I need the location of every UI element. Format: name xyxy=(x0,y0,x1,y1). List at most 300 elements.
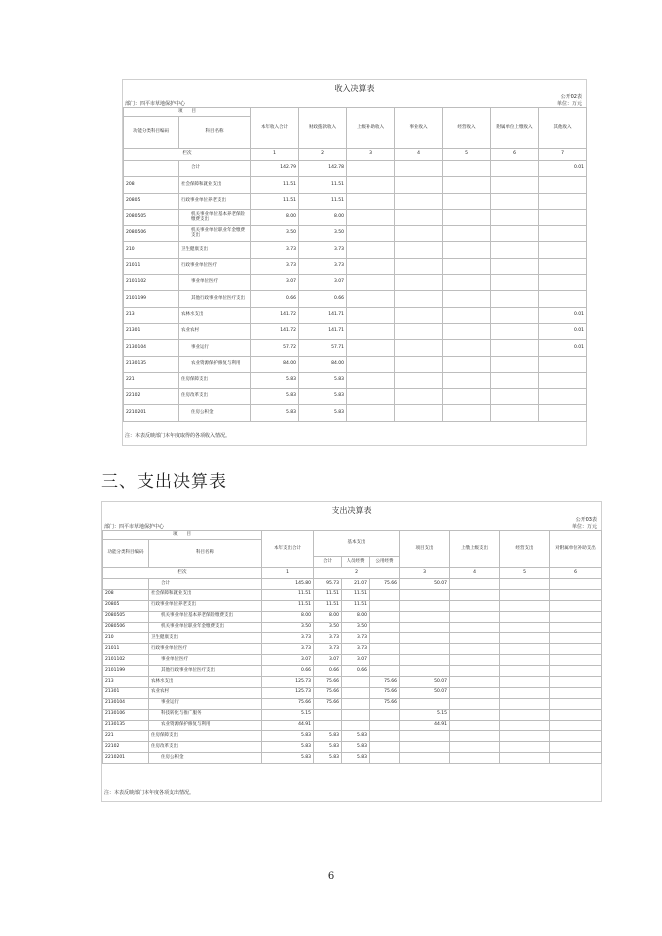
income-row-value xyxy=(395,340,443,356)
income-row-value xyxy=(491,405,539,421)
expense-row-value xyxy=(450,611,500,622)
expense-row-value: 145.80 xyxy=(262,579,314,590)
expense-table-row xyxy=(103,589,602,600)
expense-row-value: 75.66 xyxy=(314,687,342,698)
income-col-no: 2 xyxy=(299,149,347,161)
income-row-value: 142.79 xyxy=(251,161,299,177)
income-row-value: 84.00 xyxy=(299,356,347,372)
expense-row-value: 0.66 xyxy=(262,666,314,677)
expense-row-value: 11.51 xyxy=(314,600,342,611)
income-row-value: 141.72 xyxy=(251,323,299,339)
income-row-value xyxy=(395,405,443,421)
expense-row-code: 2130135 xyxy=(103,720,149,731)
income-table-row xyxy=(124,340,587,356)
income-row-value xyxy=(395,161,443,177)
expense-row-value xyxy=(400,753,450,764)
income-row-value xyxy=(443,161,491,177)
income-header-col-6: 附属单位上缴收入 xyxy=(491,108,539,149)
expense-header-basic-total: 合计 xyxy=(314,557,342,568)
expense-row-value: 8.00 xyxy=(342,611,370,622)
expense-row-value: 5.83 xyxy=(342,742,370,753)
income-table-row xyxy=(124,209,587,225)
expense-row-value: 3.50 xyxy=(342,622,370,633)
income-header-name: 科目名称 xyxy=(179,117,251,149)
income-row-value xyxy=(347,307,395,323)
expense-row-value xyxy=(550,666,602,677)
expense-row-value: 3.07 xyxy=(342,655,370,666)
income-row-name: 机关事业单位基本养老保险缴费支出 xyxy=(179,209,251,225)
expense-row-value: 3.73 xyxy=(314,633,342,644)
income-row-value: 141.71 xyxy=(299,323,347,339)
expense-row-value xyxy=(450,622,500,633)
income-row-value: 11.51 xyxy=(299,193,347,209)
expense-row-value xyxy=(550,753,602,764)
expense-row-value xyxy=(400,633,450,644)
expense-row-value xyxy=(450,698,500,709)
expense-row-value xyxy=(400,742,450,753)
income-row-value: 57.71 xyxy=(299,340,347,356)
income-row-value xyxy=(443,307,491,323)
expense-col-no: 5 xyxy=(500,568,550,579)
expense-row-code: 2080505 xyxy=(103,611,149,622)
income-row-value xyxy=(491,258,539,274)
page-number: 6 xyxy=(327,871,335,882)
expense-row-value xyxy=(370,666,400,677)
expense-row-value xyxy=(450,731,500,742)
expense-row-value xyxy=(450,709,500,720)
income-col-no: 5 xyxy=(443,149,491,161)
expense-table-row xyxy=(103,600,602,611)
income-row-value xyxy=(347,226,395,242)
expense-row-value: 3.73 xyxy=(262,644,314,655)
expense-row-value xyxy=(400,644,450,655)
income-row-name: 其他行政事业单位医疗支出 xyxy=(179,291,251,307)
income-row-value xyxy=(395,242,443,258)
income-row-value xyxy=(347,405,395,421)
expense-row-name: 事业单位医疗 xyxy=(149,655,262,666)
expense-row-value: 3.07 xyxy=(262,655,314,666)
income-row-value: 0.01 xyxy=(539,161,587,177)
income-row-code: 21011 xyxy=(124,258,179,274)
income-row-name: 合计 xyxy=(179,161,251,177)
expense-row-value: 5.83 xyxy=(314,753,342,764)
income-row-value: 0.01 xyxy=(539,307,587,323)
income-row-value xyxy=(539,242,587,258)
income-row-code: 2130135 xyxy=(124,356,179,372)
income-row-value: 0.01 xyxy=(539,340,587,356)
expense-row-value xyxy=(550,633,602,644)
expense-row-name: 住房保障支出 xyxy=(149,731,262,742)
income-row-value xyxy=(539,356,587,372)
expense-row-value xyxy=(500,709,550,720)
income-col-no: 6 xyxy=(491,149,539,161)
expense-header-upper: 上缴上级支出 xyxy=(450,531,500,568)
income-row-value xyxy=(539,372,587,388)
expense-row-value: 11.51 xyxy=(342,600,370,611)
income-row-value xyxy=(347,291,395,307)
expense-row-value xyxy=(370,600,400,611)
income-row-value: 141.71 xyxy=(299,307,347,323)
expense-row-value xyxy=(550,644,602,655)
income-row-value xyxy=(539,193,587,209)
income-row-value: 84.00 xyxy=(251,356,299,372)
income-row-value xyxy=(443,405,491,421)
income-row-value xyxy=(347,372,395,388)
expense-row-value xyxy=(450,687,500,698)
expense-row-name: 合计 xyxy=(149,579,262,590)
expense-row-value: 0.66 xyxy=(314,666,342,677)
expense-row-value xyxy=(400,600,450,611)
expense-title: 支出决算表 xyxy=(331,506,372,515)
income-row-value xyxy=(491,242,539,258)
income-col-no: 4 xyxy=(395,149,443,161)
expense-row-code: 21301 xyxy=(103,687,149,698)
expense-row-value: 125.73 xyxy=(262,687,314,698)
income-table-row xyxy=(124,177,587,193)
expense-row-value xyxy=(370,720,400,731)
income-row-value xyxy=(395,307,443,323)
expense-row-value xyxy=(450,579,500,590)
expense-col-no: 2 xyxy=(314,568,400,579)
income-row-value xyxy=(395,177,443,193)
income-row-value xyxy=(395,323,443,339)
expense-row-value: 44.91 xyxy=(400,720,450,731)
expense-row-code: 2101102 xyxy=(103,655,149,666)
income-row-value xyxy=(539,209,587,225)
income-row-name: 住房公积金 xyxy=(179,405,251,421)
expense-row-value xyxy=(550,655,602,666)
income-header-col-3: 上级补助收入 xyxy=(347,108,395,149)
expense-row-value xyxy=(500,742,550,753)
income-header-col-5: 经营收入 xyxy=(443,108,491,149)
expense-table-row xyxy=(103,644,602,655)
expense-row-value xyxy=(400,655,450,666)
expense-row-value: 5.83 xyxy=(342,731,370,742)
income-row-value xyxy=(347,242,395,258)
income-row-value xyxy=(539,405,587,421)
income-row-value: 5.83 xyxy=(251,372,299,388)
income-row-value xyxy=(443,275,491,291)
income-row-name: 社会保障和就业支出 xyxy=(179,177,251,193)
expense-row-code: 210 xyxy=(103,633,149,644)
expense-row-value: 44.91 xyxy=(262,720,314,731)
income-row-value xyxy=(491,323,539,339)
income-form-no: 公开02表 xyxy=(560,94,582,100)
income-row-name: 事业运行 xyxy=(179,340,251,356)
income-col-no: 3 xyxy=(347,149,395,161)
income-header-col-2: 财政拨款收入 xyxy=(299,108,347,149)
income-row-value: 11.51 xyxy=(251,193,299,209)
expense-header-public: 公用经费 xyxy=(370,557,400,568)
income-row-value xyxy=(443,356,491,372)
expense-row-name: 机关事业单位基本养老保险缴费支出 xyxy=(149,611,262,622)
income-row-value xyxy=(347,209,395,225)
expense-table-row xyxy=(103,753,602,764)
expense-table-row xyxy=(103,742,602,753)
expense-row-value xyxy=(500,579,550,590)
expense-row-value: 50.07 xyxy=(400,579,450,590)
expense-header-project-exp: 项目支出 xyxy=(400,531,450,568)
expense-col-no: 6 xyxy=(550,568,602,579)
income-row-value xyxy=(395,209,443,225)
income-row-value xyxy=(395,372,443,388)
expense-table-row xyxy=(103,611,602,622)
income-table-container xyxy=(122,79,587,446)
expense-row-code: 208 xyxy=(103,589,149,600)
income-row-value: 57.72 xyxy=(251,340,299,356)
income-row-value xyxy=(395,275,443,291)
income-row-value xyxy=(443,177,491,193)
income-row-value xyxy=(347,323,395,339)
income-row-name: 卫生健康支出 xyxy=(179,242,251,258)
income-row-name: 机关事业单位职业年金缴费支出 xyxy=(179,226,251,242)
income-row-value xyxy=(491,177,539,193)
expense-row-name: 行政事业单位医疗 xyxy=(149,644,262,655)
expense-row-value: 75.66 xyxy=(262,698,314,709)
expense-table-row xyxy=(103,677,602,688)
income-row-code: 2130104 xyxy=(124,340,179,356)
income-table xyxy=(123,107,587,422)
expense-row-value: 75.66 xyxy=(370,579,400,590)
expense-row-value xyxy=(400,731,450,742)
income-row-value xyxy=(347,193,395,209)
expense-row-value: 125.73 xyxy=(262,677,314,688)
expense-note: 注：本表反映部门本年度各项支出情况。 xyxy=(104,790,195,796)
expense-table-container xyxy=(101,501,602,802)
expense-row-value xyxy=(370,742,400,753)
income-header-project: 项 目 xyxy=(124,108,251,117)
expense-row-value xyxy=(450,666,500,677)
expense-dept: 部门：四平市草地保护中心 xyxy=(104,524,165,530)
expense-row-code: 20805 xyxy=(103,600,149,611)
expense-row-value xyxy=(370,622,400,633)
income-header-col-1: 本年收入合计 xyxy=(251,108,299,149)
income-row-value xyxy=(539,226,587,242)
income-table-row xyxy=(124,323,587,339)
expense-row-value: 75.66 xyxy=(370,687,400,698)
income-row-code: 2101199 xyxy=(124,291,179,307)
expense-row-value xyxy=(342,720,370,731)
expense-row-value: 75.66 xyxy=(370,677,400,688)
expense-row-value xyxy=(500,589,550,600)
expense-row-value xyxy=(500,611,550,622)
expense-row-value xyxy=(450,720,500,731)
income-row-value xyxy=(491,389,539,405)
expense-row-value: 21.07 xyxy=(342,579,370,590)
income-row-code: 2080506 xyxy=(124,226,179,242)
income-row-name: 农业资源保护修复与利用 xyxy=(179,356,251,372)
income-table-row xyxy=(124,193,587,209)
expense-col-no: 1 xyxy=(262,568,314,579)
expense-row-value: 75.66 xyxy=(314,677,342,688)
income-row-value xyxy=(347,161,395,177)
expense-row-code: 22102 xyxy=(103,742,149,753)
expense-row-value xyxy=(400,698,450,709)
income-col-no-label: 栏次 xyxy=(124,149,251,161)
income-row-value: 3.73 xyxy=(251,242,299,258)
expense-row-value: 50.07 xyxy=(400,687,450,698)
expense-row-value xyxy=(550,698,602,709)
income-row-code: 22102 xyxy=(124,389,179,405)
expense-header-business: 经营支出 xyxy=(500,531,550,568)
expense-row-value: 75.66 xyxy=(370,698,400,709)
expense-row-value: 8.00 xyxy=(262,611,314,622)
income-row-value xyxy=(539,177,587,193)
income-row-name: 行政事业单位养老支出 xyxy=(179,193,251,209)
income-row-value xyxy=(443,226,491,242)
income-row-value xyxy=(491,307,539,323)
expense-row-code: 2130104 xyxy=(103,698,149,709)
expense-row-name: 住房改革支出 xyxy=(149,742,262,753)
income-table-row xyxy=(124,242,587,258)
income-row-value xyxy=(443,323,491,339)
income-row-value xyxy=(491,226,539,242)
expense-row-name: 住房公积金 xyxy=(149,753,262,764)
expense-row-value xyxy=(370,655,400,666)
income-row-value xyxy=(443,340,491,356)
income-row-value xyxy=(395,291,443,307)
expense-row-value: 5.83 xyxy=(314,742,342,753)
expense-row-value: 3.50 xyxy=(262,622,314,633)
expense-row-value: 3.73 xyxy=(314,644,342,655)
expense-col-no: 3 xyxy=(400,568,450,579)
expense-row-value xyxy=(500,622,550,633)
expense-row-value: 3.73 xyxy=(342,633,370,644)
expense-row-value xyxy=(550,579,602,590)
income-row-code: 221 xyxy=(124,372,179,388)
income-header-col-4: 事业收入 xyxy=(395,108,443,149)
expense-row-value xyxy=(314,720,342,731)
income-row-value xyxy=(491,193,539,209)
income-row-value xyxy=(491,161,539,177)
income-row-value xyxy=(491,356,539,372)
expense-row-name: 农林水支出 xyxy=(149,677,262,688)
section-heading: 三、支出决算表 xyxy=(101,472,227,492)
expense-header-personnel: 人员经费 xyxy=(342,557,370,568)
expense-row-code: 2080506 xyxy=(103,622,149,633)
expense-row-value xyxy=(400,611,450,622)
expense-row-value xyxy=(550,677,602,688)
expense-row-value xyxy=(450,655,500,666)
expense-row-value xyxy=(450,753,500,764)
income-row-value xyxy=(443,193,491,209)
income-header-col-7: 其他收入 xyxy=(539,108,587,149)
expense-table-row xyxy=(103,698,602,709)
expense-form-no: 公开03表 xyxy=(575,517,597,523)
expense-row-value xyxy=(550,731,602,742)
expense-row-value: 5.83 xyxy=(262,753,314,764)
income-row-value: 3.73 xyxy=(299,258,347,274)
income-row-value xyxy=(347,389,395,405)
income-unit: 单位：万元 xyxy=(556,101,582,107)
expense-row-name: 农业资源保护修复与利用 xyxy=(149,720,262,731)
income-row-value: 3.07 xyxy=(251,275,299,291)
expense-row-value xyxy=(500,720,550,731)
expense-row-value xyxy=(500,731,550,742)
income-row-value: 0.66 xyxy=(251,291,299,307)
expense-row-name: 卫生健康支出 xyxy=(149,633,262,644)
income-table-row xyxy=(124,307,587,323)
income-row-value xyxy=(395,226,443,242)
income-row-value xyxy=(443,258,491,274)
expense-row-value: 5.83 xyxy=(262,731,314,742)
income-row-value: 5.83 xyxy=(299,405,347,421)
income-table-row xyxy=(124,405,587,421)
income-row-value xyxy=(347,356,395,372)
income-row-value: 5.83 xyxy=(299,372,347,388)
income-row-value: 3.50 xyxy=(251,226,299,242)
income-dept: 部门：四平市草地保护中心 xyxy=(125,101,186,107)
expense-row-code: 221 xyxy=(103,731,149,742)
income-row-name: 行政事业单位医疗 xyxy=(179,258,251,274)
expense-row-value xyxy=(500,677,550,688)
expense-row-value xyxy=(400,589,450,600)
income-row-value: 0.66 xyxy=(299,291,347,307)
expense-header-name: 科目名称 xyxy=(149,540,262,568)
income-table-row xyxy=(124,275,587,291)
expense-row-value: 5.83 xyxy=(262,742,314,753)
expense-row-name: 其他行政事业单位医疗支出 xyxy=(149,666,262,677)
expense-col-no: 4 xyxy=(450,568,500,579)
expense-row-value xyxy=(550,709,602,720)
income-row-name: 农业农村 xyxy=(179,323,251,339)
income-row-value: 11.51 xyxy=(299,177,347,193)
income-row-value xyxy=(491,209,539,225)
income-row-value xyxy=(491,291,539,307)
expense-row-value xyxy=(342,698,370,709)
income-col-no: 1 xyxy=(251,149,299,161)
expense-row-value xyxy=(314,709,342,720)
expense-row-value: 5.15 xyxy=(400,709,450,720)
income-row-value: 5.83 xyxy=(251,389,299,405)
income-table-row xyxy=(124,372,587,388)
expense-row-value: 3.50 xyxy=(314,622,342,633)
expense-row-name: 农业农村 xyxy=(149,687,262,698)
expense-row-value: 11.51 xyxy=(262,600,314,611)
expense-table-row xyxy=(103,622,602,633)
income-row-value: 3.07 xyxy=(299,275,347,291)
income-row-code: 210 xyxy=(124,242,179,258)
income-row-value: 8.00 xyxy=(251,209,299,225)
expense-row-name: 社会保障和就业支出 xyxy=(149,589,262,600)
expense-row-value xyxy=(400,622,450,633)
expense-table-row xyxy=(103,731,602,742)
income-table-row xyxy=(124,226,587,242)
income-row-code: 2210201 xyxy=(124,405,179,421)
expense-row-value xyxy=(450,677,500,688)
expense-row-value: 3.07 xyxy=(314,655,342,666)
income-row-value xyxy=(395,258,443,274)
income-row-value xyxy=(443,389,491,405)
expense-row-code: 21011 xyxy=(103,644,149,655)
expense-table-row xyxy=(103,720,602,731)
expense-row-value xyxy=(450,633,500,644)
income-row-value: 3.50 xyxy=(299,226,347,242)
expense-row-value xyxy=(550,600,602,611)
income-row-value xyxy=(395,389,443,405)
expense-row-value: 8.00 xyxy=(314,611,342,622)
expense-row-value xyxy=(500,633,550,644)
expense-row-value: 11.51 xyxy=(262,589,314,600)
income-col-no: 7 xyxy=(539,149,587,161)
expense-row-value: 11.51 xyxy=(342,589,370,600)
expense-row-value xyxy=(500,644,550,655)
expense-table-row xyxy=(103,666,602,677)
expense-table-row xyxy=(103,687,602,698)
expense-row-value xyxy=(550,589,602,600)
expense-row-value: 5.83 xyxy=(314,731,342,742)
expense-row-value xyxy=(370,633,400,644)
